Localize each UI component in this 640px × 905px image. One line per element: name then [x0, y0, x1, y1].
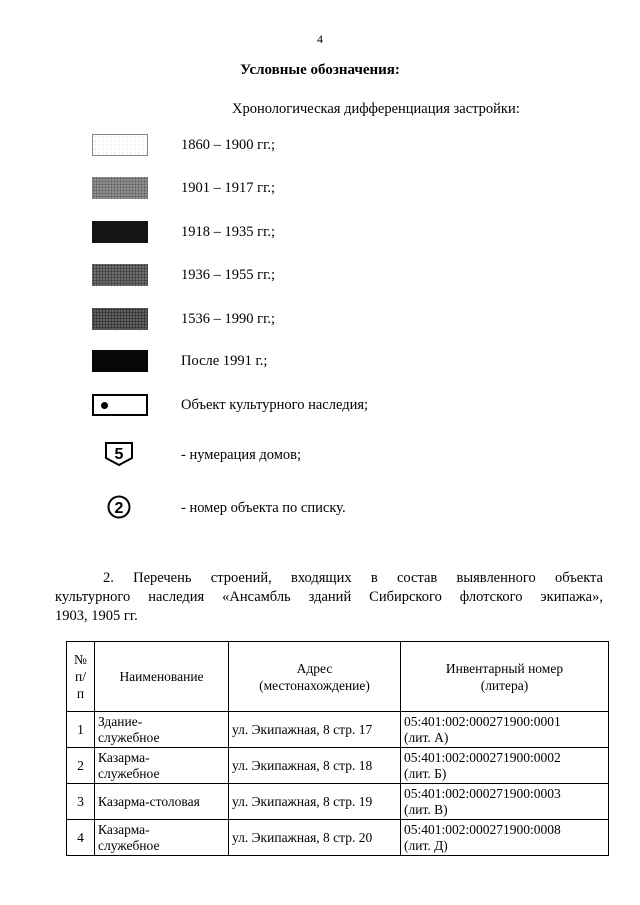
- section-line-1: 2. Перечень строений, входящих в состав выявленного объекта: [103, 570, 603, 586]
- cell-inventory: [401, 712, 609, 748]
- cell-inventory-number: 05:401:002:000271900:0003: [404, 785, 561, 801]
- cell-inventory-litera: (лит. В): [404, 801, 448, 817]
- house-number-icon-text: 5: [114, 446, 124, 463]
- cell-name: [95, 784, 229, 820]
- cell-name-line: служебное: [98, 837, 160, 853]
- heritage-object-icon: [92, 394, 148, 416]
- table-row: [67, 748, 609, 784]
- swatch-period-5: [92, 308, 148, 330]
- object-number-icon: [106, 494, 132, 520]
- legend-label-period-6: После 1991 г.;: [181, 353, 268, 369]
- table-row: [67, 820, 609, 856]
- swatch-period-4: [92, 264, 148, 286]
- cell-address: ул. Экипажная, 8 стр. 18: [229, 748, 401, 784]
- cell-inventory-number: 05:401:002:000271900:0001: [404, 713, 561, 729]
- header-address-line: (местонахождение): [259, 677, 370, 693]
- swatch-period-3: [92, 221, 148, 243]
- cell-name-line: Казарма-столовая: [98, 793, 200, 809]
- object-number-icon-text: 2: [114, 500, 124, 517]
- table-row: [67, 784, 609, 820]
- header-inventory-line: (литера): [480, 677, 529, 693]
- cell-address: ул. Экипажная, 8 стр. 19: [229, 784, 401, 820]
- cell-name-line: служебное: [98, 765, 160, 781]
- table-row: [67, 712, 609, 748]
- cell-name: [95, 820, 229, 856]
- cell-address: ул. Экипажная, 8 стр. 20: [229, 820, 401, 856]
- cell-inventory: [401, 748, 609, 784]
- header-inventory-line: Инвентарный номер: [445, 660, 564, 676]
- cell-name: [95, 712, 229, 748]
- header-num-line: п: [76, 686, 85, 701]
- cell-inventory-litera: (лит. А): [404, 729, 449, 745]
- cell-inventory-litera: (лит. Д): [404, 837, 448, 853]
- cell-inventory-number: 05:401:002:000271900:0008: [404, 821, 561, 837]
- legend-label-period-3: 1918 – 1935 гг.;: [181, 224, 276, 240]
- cell-inventory-number: 05:401:002:000271900:0002: [404, 749, 561, 765]
- legend-label-period-2: 1901 – 1917 гг.;: [181, 180, 276, 196]
- header-address-line: Адрес: [296, 660, 333, 676]
- header-num-line: №: [74, 652, 87, 667]
- heritage-dot-icon: [101, 402, 108, 409]
- header-num: [67, 642, 95, 712]
- legend-label-period-1: 1860 – 1900 гг.;: [181, 137, 276, 153]
- cell-num: 2: [67, 748, 95, 784]
- header-address: [229, 642, 401, 712]
- legend-label-house-number: - нумерация домов;: [181, 447, 302, 463]
- legend-label-object-number: - номер объекта по списку.: [181, 500, 346, 516]
- cell-num: 3: [67, 784, 95, 820]
- legend-label-heritage: Объект культурного наследия;: [181, 397, 369, 413]
- cell-address: ул. Экипажная, 8 стр. 17: [229, 712, 401, 748]
- house-number-icon: [104, 441, 134, 467]
- legend-label-period-5: 1536 – 1990 гг.;: [181, 311, 276, 327]
- swatch-period-1: [92, 134, 148, 156]
- section-line-3: 1903, 1905 гг.: [55, 608, 138, 624]
- table-header-row: [67, 642, 609, 712]
- cell-inventory: [401, 820, 609, 856]
- cell-num: 4: [67, 820, 95, 856]
- legend-subtitle: Хронологическая дифференциация застройки:: [232, 101, 520, 117]
- cell-name-line: Здание-: [98, 713, 143, 729]
- section-line-2: культурного наследия «Ансамбль зданий Сибирского флотского экипажа»,: [55, 589, 603, 605]
- cell-name-line: служебное: [98, 729, 160, 745]
- section-paragraph: [55, 569, 603, 626]
- header-inventory: [401, 642, 609, 712]
- cell-inventory-litera: (лит. Б): [404, 765, 447, 781]
- cell-num: 1: [67, 712, 95, 748]
- legend-label-period-4: 1936 – 1955 гг.;: [181, 267, 276, 283]
- header-name: Наименование: [95, 642, 229, 712]
- legend-title: Условные обозначения:: [240, 62, 400, 78]
- swatch-period-2: [92, 177, 148, 199]
- page-number: 4: [317, 32, 323, 46]
- cell-inventory: [401, 784, 609, 820]
- cell-name-line: Казарма-: [98, 749, 150, 765]
- cell-name-line: Казарма-: [98, 821, 150, 837]
- cell-name: [95, 748, 229, 784]
- swatch-period-6: [92, 350, 148, 372]
- buildings-table: [66, 641, 609, 856]
- header-num-line: п/: [75, 669, 86, 684]
